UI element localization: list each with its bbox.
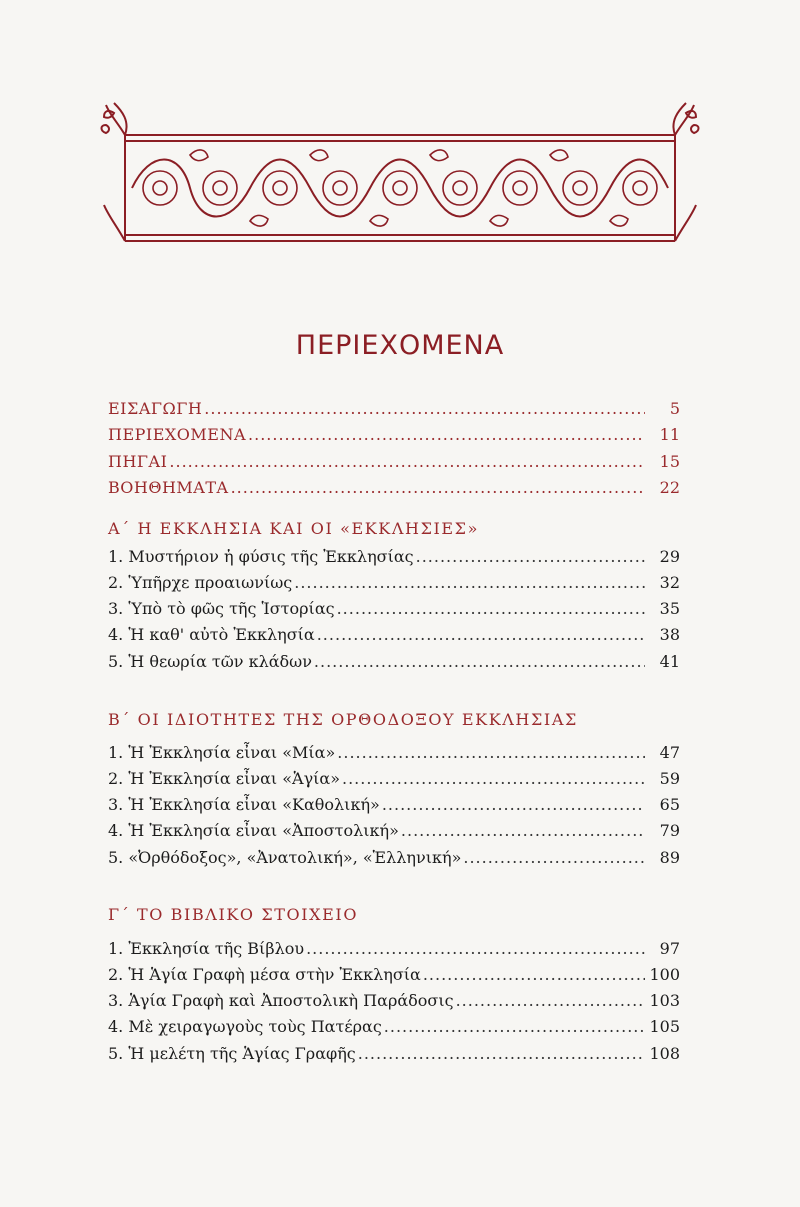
- toc-entry-page: 103: [649, 991, 680, 1010]
- toc-entry-page: 47: [659, 743, 680, 762]
- toc-entry[interactable]: [108, 651, 680, 673]
- toc-entry[interactable]: [108, 794, 680, 816]
- toc-entry-page: 35: [659, 599, 680, 618]
- dot-leader: [382, 794, 645, 816]
- toc-entry[interactable]: [108, 847, 680, 869]
- toc-entry-page: 65: [659, 795, 680, 814]
- toc-entry[interactable]: [108, 938, 680, 960]
- toc-entry-page: 29: [659, 547, 680, 566]
- dot-leader: [248, 424, 645, 446]
- toc-entry[interactable]: [108, 598, 680, 620]
- dot-leader: [294, 572, 645, 594]
- section-heading: Β΄ ΟΙ ΙΔΙΟΤΗΤΕΣ ΤΗΣ ΟΡΘΟΔΟΞΟΥ ΕΚΚΛΗΣΙΑΣ: [108, 710, 578, 729]
- section-heading: Γ΄ ΤΟ ΒΙΒΛΙΚΟ ΣΤΟΙΧΕΙΟ: [108, 905, 359, 924]
- toc-entry-label: 2. Ὑπῆρχε προαιωνίως: [108, 573, 293, 592]
- toc-entry-label: 5. Ἡ θεωρία τῶν κλάδων: [108, 652, 312, 671]
- dot-leader: [401, 820, 645, 842]
- toc-entry-page: 22: [659, 478, 680, 497]
- dot-leader: [204, 398, 645, 420]
- dot-leader: [463, 847, 645, 869]
- dot-leader: [314, 651, 645, 673]
- toc-entry-page: 32: [659, 573, 680, 592]
- toc-entry[interactable]: [108, 742, 680, 764]
- dot-leader: [423, 964, 645, 986]
- toc-entry-page: 41: [659, 652, 680, 671]
- toc-entry[interactable]: [108, 1043, 680, 1065]
- toc-entry-page: 5: [669, 399, 680, 418]
- toc-entry-label: ΒΟΗΘΗΜΑΤΑ: [108, 478, 229, 497]
- toc-entry-page: 100: [649, 965, 680, 984]
- toc-entry-page: 79: [659, 821, 680, 840]
- toc-entry-page: 38: [659, 625, 680, 644]
- dot-leader: [337, 742, 645, 764]
- dot-leader: [169, 451, 645, 473]
- dot-leader: [342, 768, 645, 790]
- toc-entry-label: 5. «Ὀρθόδοξος», «Ἀνατολική», «Ἑλληνική»: [108, 848, 462, 867]
- dot-leader: [317, 624, 645, 646]
- toc-entry-page: 15: [659, 452, 680, 471]
- toc-entry-page: 105: [649, 1017, 680, 1036]
- dot-leader: [416, 546, 645, 568]
- toc-entry-label: 2. Ἡ Ἁγία Γραφὴ μέσα στὴν Ἐκκλησία: [108, 965, 421, 984]
- dot-leader: [456, 990, 645, 1012]
- toc-entry-label: 3. Ἡ Ἐκκλησία εἶναι «Καθολική»: [108, 795, 380, 814]
- toc-entry[interactable]: [108, 768, 680, 790]
- dot-leader: [306, 938, 645, 960]
- toc-entry-label: 1. Ἐκκλησία τῆς Βίβλου: [108, 939, 305, 958]
- toc-entry-label: 4. Ἡ Ἐκκλησία εἶναι «Ἀποστολική»: [108, 821, 399, 840]
- section-heading: Α΄ Η ΕΚΚΛΗΣΙΑ ΚΑΙ ΟΙ «ΕΚΚΛΗΣΙΕΣ»: [108, 519, 479, 538]
- toc-entry[interactable]: [108, 624, 680, 646]
- toc-entry-label: ΕΙΣΑΓΩΓΗ: [108, 399, 203, 418]
- page-title: ΠΕΡΙΕΧΟΜΕΝΑ: [295, 330, 505, 361]
- toc-entry-page: 11: [659, 425, 680, 444]
- dot-leader: [358, 1043, 645, 1065]
- toc-entry[interactable]: [108, 572, 680, 594]
- toc-entry-label: 3. Ἁγία Γραφὴ καὶ Ἀποστολικὴ Παράδοσις: [108, 991, 454, 1010]
- toc-entry[interactable]: [108, 964, 680, 986]
- toc-entry-page: 89: [659, 848, 680, 867]
- toc-entry[interactable]: [108, 990, 680, 1012]
- toc-entry-label: ΠΗΓΑΙ: [108, 452, 168, 471]
- dot-leader: [384, 1016, 645, 1038]
- dot-leader: [231, 477, 645, 499]
- toc-entry-page: 108: [649, 1044, 680, 1063]
- toc-entry-label: 1. Μυστήριον ἡ φύσις τῆς Ἐκκλησίας: [108, 547, 414, 566]
- toc-entry[interactable]: [108, 424, 680, 446]
- toc-entry[interactable]: [108, 398, 680, 420]
- dot-leader: [337, 598, 645, 620]
- toc-entry[interactable]: [108, 820, 680, 842]
- toc-entry[interactable]: [108, 546, 680, 568]
- toc-entry-page: 59: [659, 769, 680, 788]
- toc-entry-page: 97: [659, 939, 680, 958]
- floral-scroll-ornament-icon: [100, 95, 700, 245]
- toc-entry-label: ΠΕΡΙΕΧΟΜΕΝΑ: [108, 425, 247, 444]
- toc-entry[interactable]: [108, 1016, 680, 1038]
- toc-entry-label: 2. Ἡ Ἐκκλησία εἶναι «Ἁγία»: [108, 769, 340, 788]
- toc-entry[interactable]: [108, 451, 680, 473]
- toc-entry-label: 5. Ἡ μελέτη τῆς Ἁγίας Γραφῆς: [108, 1044, 356, 1063]
- toc-entry-label: 4. Ἡ καθ' αὐτὸ Ἐκκλησία: [108, 625, 315, 644]
- toc-entry-label: 3. Ὑπὸ τὸ φῶς τῆς Ἱστορίας: [108, 599, 335, 618]
- toc-entry-label: 1. Ἡ Ἐκκλησία εἶναι «Μία»: [108, 743, 336, 762]
- toc-entry-label: 4. Μὲ χειραγωγοὺς τοὺς Πατέρας: [108, 1017, 382, 1036]
- toc-entry[interactable]: [108, 477, 680, 499]
